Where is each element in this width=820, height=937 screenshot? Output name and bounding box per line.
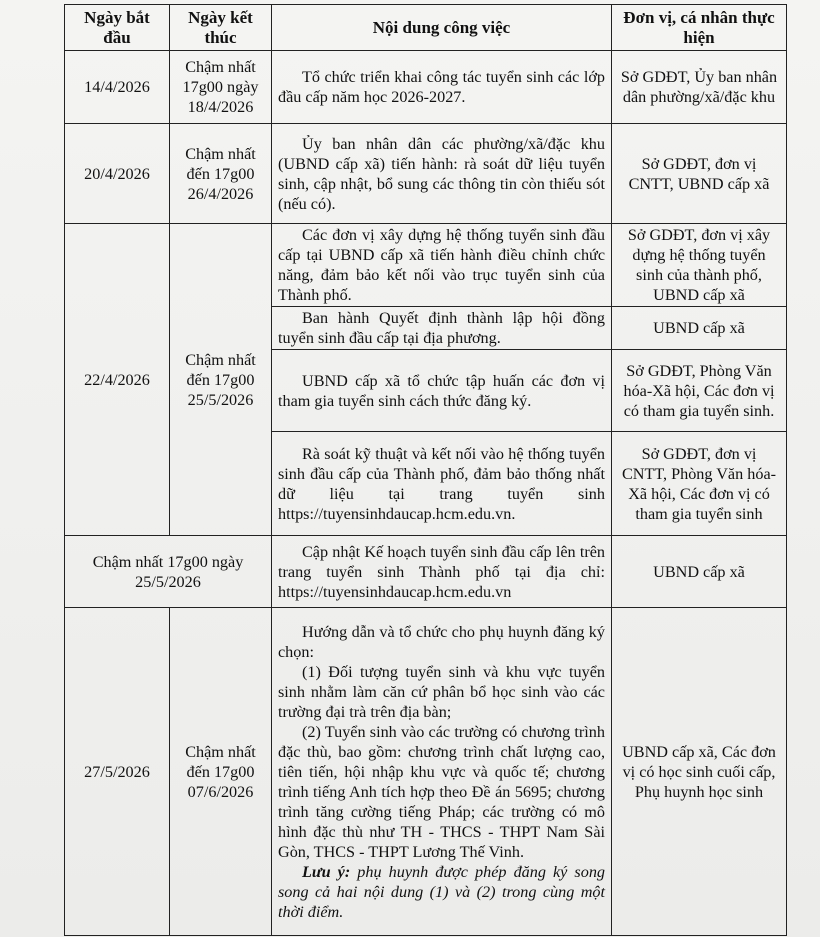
guidance-item-2: (2) Tuyển sinh vào các trường có chương trình đặc thù, bao gồm: chương trình chất lượng cao, tiên tiến, hội nhập khu vực và quốc tế; chương trình tiếng Anh tích hợp theo Đề án 5695; chương trình tăng cường tiếng Pháp; các trường có mô hình đặc thù như TH - THCS - THPT Nam Sài Gòn, THCS - THPT Lương Thế Vinh.: [278, 722, 605, 861]
guidance-intro: Hướng dẫn và tổ chức cho phụ huynh đăng ký chọn:: [278, 622, 605, 661]
header-unit: Đơn vị, cá nhân thực hiện: [612, 5, 787, 51]
start-date-cell: 27/5/2026: [65, 608, 170, 936]
content-cell: Rà soát kỹ thuật và kết nối vào hệ thống tuyển sinh đầu cấp của Thành phố, đảm bảo thống nhất dữ liệu tại trang tuyển sinh https://tuyensinhdaucap.hcm.edu.vn.: [272, 432, 612, 536]
unit-cell: Sở GDĐT, Phòng Văn hóa-Xã hội, Các đơn vị có tham gia tuyển sinh.: [612, 350, 787, 432]
content-cell: UBND cấp xã tổ chức tập huấn các đơn vị tham gia tuyển sinh cách thức đăng ký.: [272, 350, 612, 432]
note-text: phụ huynh được phép đăng ký song song cả hai nội dung (1) và (2) trong cùng một thời điểm.: [278, 862, 606, 921]
unit-cell: Sở GDĐT, đơn vị xây dựng hệ thống tuyển sinh của thành phố, UBND cấp xã: [612, 224, 787, 307]
table-header-row: [65, 5, 787, 51]
end-date-cell: Chậm nhất đến 17g00 25/5/2026: [170, 224, 272, 536]
unit-cell: Sở GDĐT, đơn vị CNTT, UBND cấp xã: [612, 124, 787, 224]
table-row: [65, 124, 787, 224]
content-cell: Ban hành Quyết định thành lập hội đồng tuyển sinh đầu cấp tại địa phương.: [272, 307, 612, 350]
content-cell: Cập nhật Kế hoạch tuyển sinh đầu cấp lên trên trang tuyển sinh Thành phố tại địa chỉ: https://tuyensinhdaucap.hcm.edu.vn: [272, 536, 612, 608]
unit-cell: Sở GDĐT, đơn vị CNTT, Phòng Văn hóa-Xã hội, Các đơn vị có tham gia tuyển sinh: [612, 432, 787, 536]
content-cell: Các đơn vị xây dựng hệ thống tuyển sinh đầu cấp tại UBND cấp xã tiến hành điều chỉnh chức năng, đảm bảo kết nối vào trục tuyển sinh của Thành phố.: [272, 224, 612, 307]
unit-cell: UBND cấp xã: [612, 536, 787, 608]
content-cell: [272, 608, 612, 936]
table-row: [65, 608, 787, 936]
table-row: [65, 224, 787, 307]
header-content: Nội dung công việc: [272, 5, 612, 51]
unit-cell: Sở GDĐT, Ủy ban nhân dân phường/xã/đặc khu: [612, 51, 787, 124]
content-cell: Tổ chức triển khai công tác tuyển sinh các lớp đầu cấp năm học 2026-2027.: [272, 51, 612, 124]
header-end-date: Ngày kết thúc: [170, 5, 272, 51]
table-row: [65, 51, 787, 124]
end-date-cell: Chậm nhất đến 17g00 07/6/2026: [170, 608, 272, 936]
deadline-cell: Chậm nhất 17g00 ngày 25/5/2026: [65, 536, 272, 608]
enrollment-schedule-table: [64, 4, 787, 936]
end-date-cell: Chậm nhất 17g00 ngày 18/4/2026: [170, 51, 272, 124]
start-date-cell: 14/4/2026: [65, 51, 170, 124]
note-label: Lưu ý:: [302, 862, 351, 881]
guidance-note: [278, 862, 605, 922]
content-cell: Ủy ban nhân dân các phường/xã/đặc khu (UBND cấp xã) tiến hành: rà soát dữ liệu tuyển sinh, cập nhật, bổ sung các thông tin còn thiếu sót (nếu có).: [272, 124, 612, 224]
end-date-cell: Chậm nhất đến 17g00 26/4/2026: [170, 124, 272, 224]
unit-cell: UBND cấp xã, Các đơn vị có học sinh cuối cấp, Phụ huynh học sinh: [612, 608, 787, 936]
table-row: [65, 536, 787, 608]
start-date-cell: 22/4/2026: [65, 224, 170, 536]
guidance-item-1: (1) Đối tượng tuyển sinh và khu vực tuyển sinh nhằm làm căn cứ phân bổ học sinh vào các trường đại trà trên địa bàn;: [278, 662, 605, 721]
start-date-cell: 20/4/2026: [65, 124, 170, 224]
unit-cell: UBND cấp xã: [612, 307, 787, 350]
header-start-date: Ngày bắt đầu: [65, 5, 170, 51]
